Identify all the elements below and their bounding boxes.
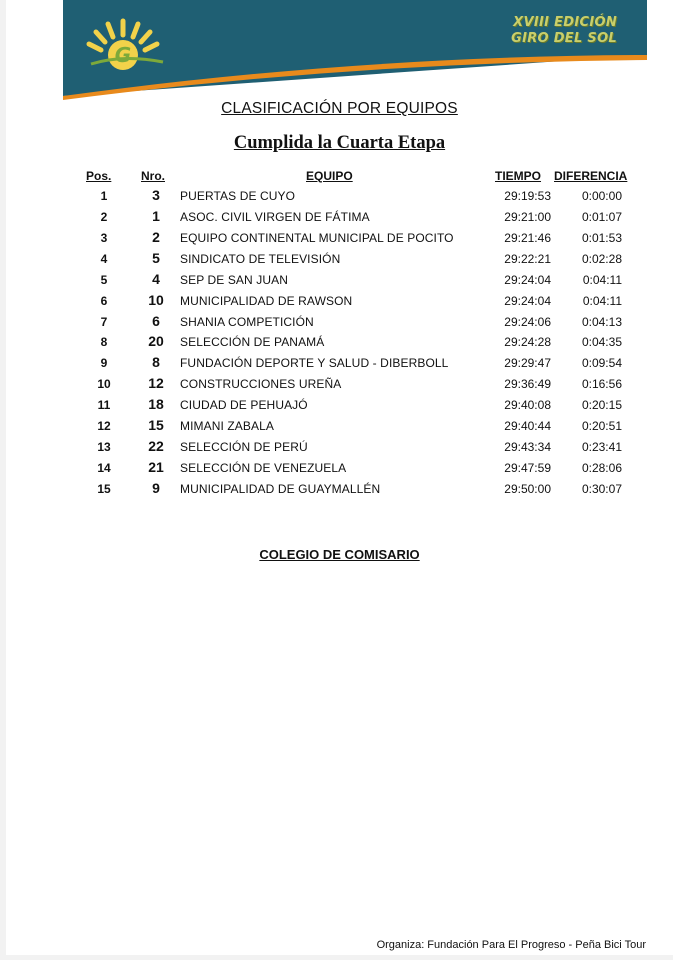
cell-diff: 0:04:11: [582, 294, 622, 308]
cell-time: 29:24:04: [504, 273, 551, 287]
cell-nro: 21: [148, 459, 164, 475]
table-row: [6, 440, 673, 460]
cell-nro: 20: [148, 333, 164, 349]
cell-nro: 1: [152, 208, 160, 224]
cell-pos: 10: [97, 377, 111, 391]
cell-nro: 12: [148, 375, 164, 391]
cell-team: EQUIPO CONTINENTAL MUNICIPAL DE POCITO: [180, 231, 454, 245]
cell-nro: 2: [152, 229, 160, 245]
cell-diff: 0:04:11: [582, 273, 622, 287]
cell-pos: 12: [97, 419, 111, 433]
cell-diff: 0:09:54: [581, 356, 622, 370]
cell-pos: 14: [97, 461, 111, 475]
cell-pos: 11: [97, 398, 111, 412]
cell-diff: 0:01:53: [581, 231, 622, 245]
table-row: [6, 315, 673, 335]
cell-team: SELECCIÓN DE VENEZUELA: [180, 461, 347, 475]
cell-pos: 3: [100, 231, 108, 245]
footer-organizer: Organiza: Fundación Para El Progreso - Peña Bici Tour: [376, 939, 646, 951]
edition-label: XVIII EDICIÓN: [513, 15, 617, 30]
cell-diff: 0:23:41: [581, 440, 622, 454]
table-row: [6, 335, 673, 355]
cell-time: 29:24:06: [504, 315, 551, 329]
cell-nro: 10: [148, 292, 164, 308]
cell-nro: 4: [152, 271, 160, 287]
table-row: [6, 210, 673, 230]
cell-diff: 0:04:35: [581, 335, 622, 349]
table-row: [6, 461, 673, 481]
column-header-diff: DIFERENCIA: [554, 169, 628, 183]
cell-pos: 7: [100, 315, 108, 329]
comisario-heading: COLEGIO DE COMISARIO: [259, 547, 420, 562]
cell-time: 29:29:47: [504, 356, 551, 370]
document-page: [6, 0, 673, 955]
cell-pos: 4: [100, 252, 108, 266]
cell-time: 29:36:49: [504, 377, 551, 391]
cell-team: SINDICATO DE TELEVISIÓN: [180, 252, 341, 266]
cell-time: 29:40:44: [504, 419, 551, 433]
document-subtitle: Cumplida la Cuarta Etapa: [233, 133, 446, 153]
cell-time: 29:19:53: [504, 189, 551, 203]
cell-time: 29:47:59: [504, 461, 551, 475]
column-header-team: EQUIPO: [306, 169, 353, 183]
cell-time: 29:22:21: [504, 252, 551, 266]
cell-nro: 15: [148, 417, 164, 433]
cell-diff: 0:04:13: [581, 315, 622, 329]
cell-diff: 0:01:07: [581, 210, 622, 224]
cell-nro: 9: [152, 480, 160, 496]
cell-team: CONSTRUCCIONES UREÑA: [180, 377, 342, 391]
table-row: [6, 273, 673, 293]
column-header-time: TIEMPO: [495, 169, 542, 183]
cell-pos: 5: [100, 273, 108, 287]
column-header-pos: Pos.: [86, 169, 112, 183]
cell-team: CIUDAD DE PEHUAJÓ: [180, 398, 308, 412]
table-row: [6, 482, 673, 502]
cell-time: 29:24:04: [504, 294, 551, 308]
table-row: [6, 377, 673, 397]
cell-team: SELECCIÓN DE PANAMÁ: [180, 335, 325, 349]
cell-team: ASOC. CIVIL VIRGEN DE FÁTIMA: [180, 210, 370, 224]
cell-pos: 6: [100, 294, 108, 308]
cell-nro: 18: [148, 396, 164, 412]
cell-time: 29:50:00: [504, 482, 551, 496]
table-row: [6, 189, 673, 209]
cell-pos: 2: [100, 210, 108, 224]
table-row: [6, 398, 673, 418]
table-row: [6, 419, 673, 439]
cell-diff: 0:20:51: [581, 419, 622, 433]
cell-pos: 15: [97, 482, 111, 496]
cell-nro: 5: [152, 250, 160, 266]
cell-team: SEP DE SAN JUAN: [180, 273, 288, 287]
cell-nro: 8: [152, 354, 160, 370]
cell-diff: 0:16:56: [581, 377, 622, 391]
cell-nro: 6: [152, 313, 160, 329]
table-row: [6, 356, 673, 376]
cell-team: SELECCIÓN DE PERÚ: [180, 440, 308, 454]
cell-nro: 3: [152, 187, 160, 203]
cell-diff: 0:00:00: [581, 189, 622, 203]
cell-nro: 22: [148, 438, 164, 454]
column-header-nro: Nro.: [141, 169, 165, 183]
cell-team: MUNICIPALIDAD DE RAWSON: [180, 294, 353, 308]
table-row: [6, 252, 673, 272]
table-row: [6, 231, 673, 251]
cell-team: FUNDACIÓN DEPORTE Y SALUD - DIBERBOLL: [180, 356, 449, 370]
svg-text:G: G: [114, 43, 132, 67]
cell-team: SHANIA COMPETICIÓN: [180, 315, 314, 329]
cell-pos: 8: [100, 335, 108, 349]
cell-time: 29:40:08: [504, 398, 551, 412]
cell-diff: 0:20:15: [581, 398, 622, 412]
cell-pos: 1: [100, 189, 108, 203]
cell-time: 29:43:34: [504, 440, 551, 454]
cell-diff: 0:02:28: [581, 252, 622, 266]
cell-team: MIMANI ZABALA: [180, 419, 274, 433]
cell-team: PUERTAS DE CUYO: [180, 189, 296, 203]
cell-time: 29:21:46: [504, 231, 551, 245]
cell-time: 29:21:00: [504, 210, 551, 224]
cell-team: MUNICIPALIDAD DE GUAYMALLÉN: [180, 482, 381, 496]
header-banner: [63, 0, 647, 100]
cell-time: 29:24:28: [504, 335, 551, 349]
cell-diff: 0:30:07: [581, 482, 622, 496]
document-title: CLASIFICACIÓN POR EQUIPOS: [221, 100, 458, 117]
cell-pos: 9: [100, 356, 108, 370]
cell-diff: 0:28:06: [581, 461, 622, 475]
table-row: [6, 294, 673, 314]
event-name: GIRO DEL SOL: [511, 31, 617, 46]
cell-pos: 13: [97, 440, 111, 454]
